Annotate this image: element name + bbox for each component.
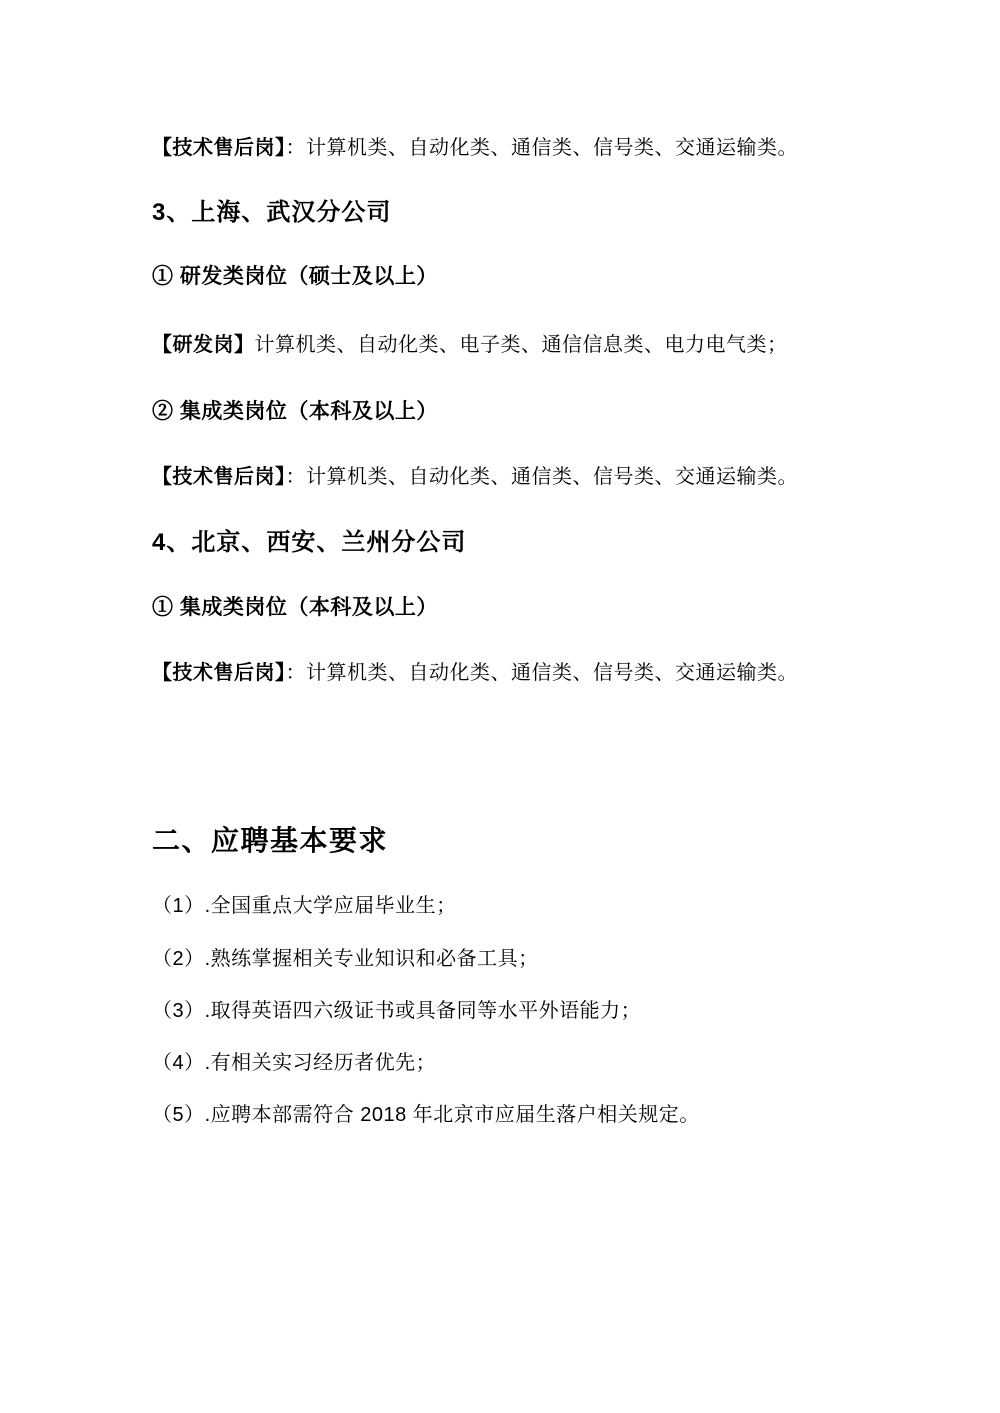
position-subheading-integration: ① 集成类岗位（本科及以上） [152,596,438,619]
requirement-item-5: （5）.应聘本部需符合 2018 年北京市应届生落户相关规定。 [152,1104,700,1126]
job-categories-text: ：计算机类、自动化类、通信类、信号类、交通运输类。 [285,466,798,488]
job-categories-text: ：计算机类、自动化类、通信类、信号类、交通运输类。 [285,137,798,159]
job-label: 【技术售后岗】 [152,137,286,159]
requirement-item-1: （1）.全国重点大学应届毕业生； [152,895,457,917]
requirement-item-3: （3）.取得英语四六级证书或具备同等水平外语能力； [152,1000,642,1022]
job-categories-text: 计算机类、自动化类、电子类、通信信息类、电力电气类； [254,334,788,356]
section-heading-shanghai-wuhan: 3、上海、武汉分公司 [152,199,392,226]
requirement-item-2: （2）.熟练掌握相关专业知识和必备工具； [152,948,539,970]
job-categories-line [152,333,852,358]
section-heading-beijing-xian-lanzhou: 4、北京、西安、兰州分公司 [152,529,467,556]
position-subheading-integration: ② 集成类岗位（本科及以上） [152,400,438,423]
job-label: 【技术售后岗】 [152,466,286,488]
job-categories-line [152,661,852,686]
main-heading-requirements: 二、应聘基本要求 [152,825,389,856]
job-label: 【技术售后岗】 [152,662,286,684]
job-categories-line [152,465,852,490]
job-label: 【研发岗】 [152,334,255,356]
job-categories-line [152,136,852,161]
position-subheading-rd: ① 研发类岗位（硕士及以上） [152,265,438,288]
requirement-item-4: （4）.有相关实习经历者优先； [152,1052,437,1074]
job-categories-text: ：计算机类、自动化类、通信类、信号类、交通运输类。 [285,662,798,684]
